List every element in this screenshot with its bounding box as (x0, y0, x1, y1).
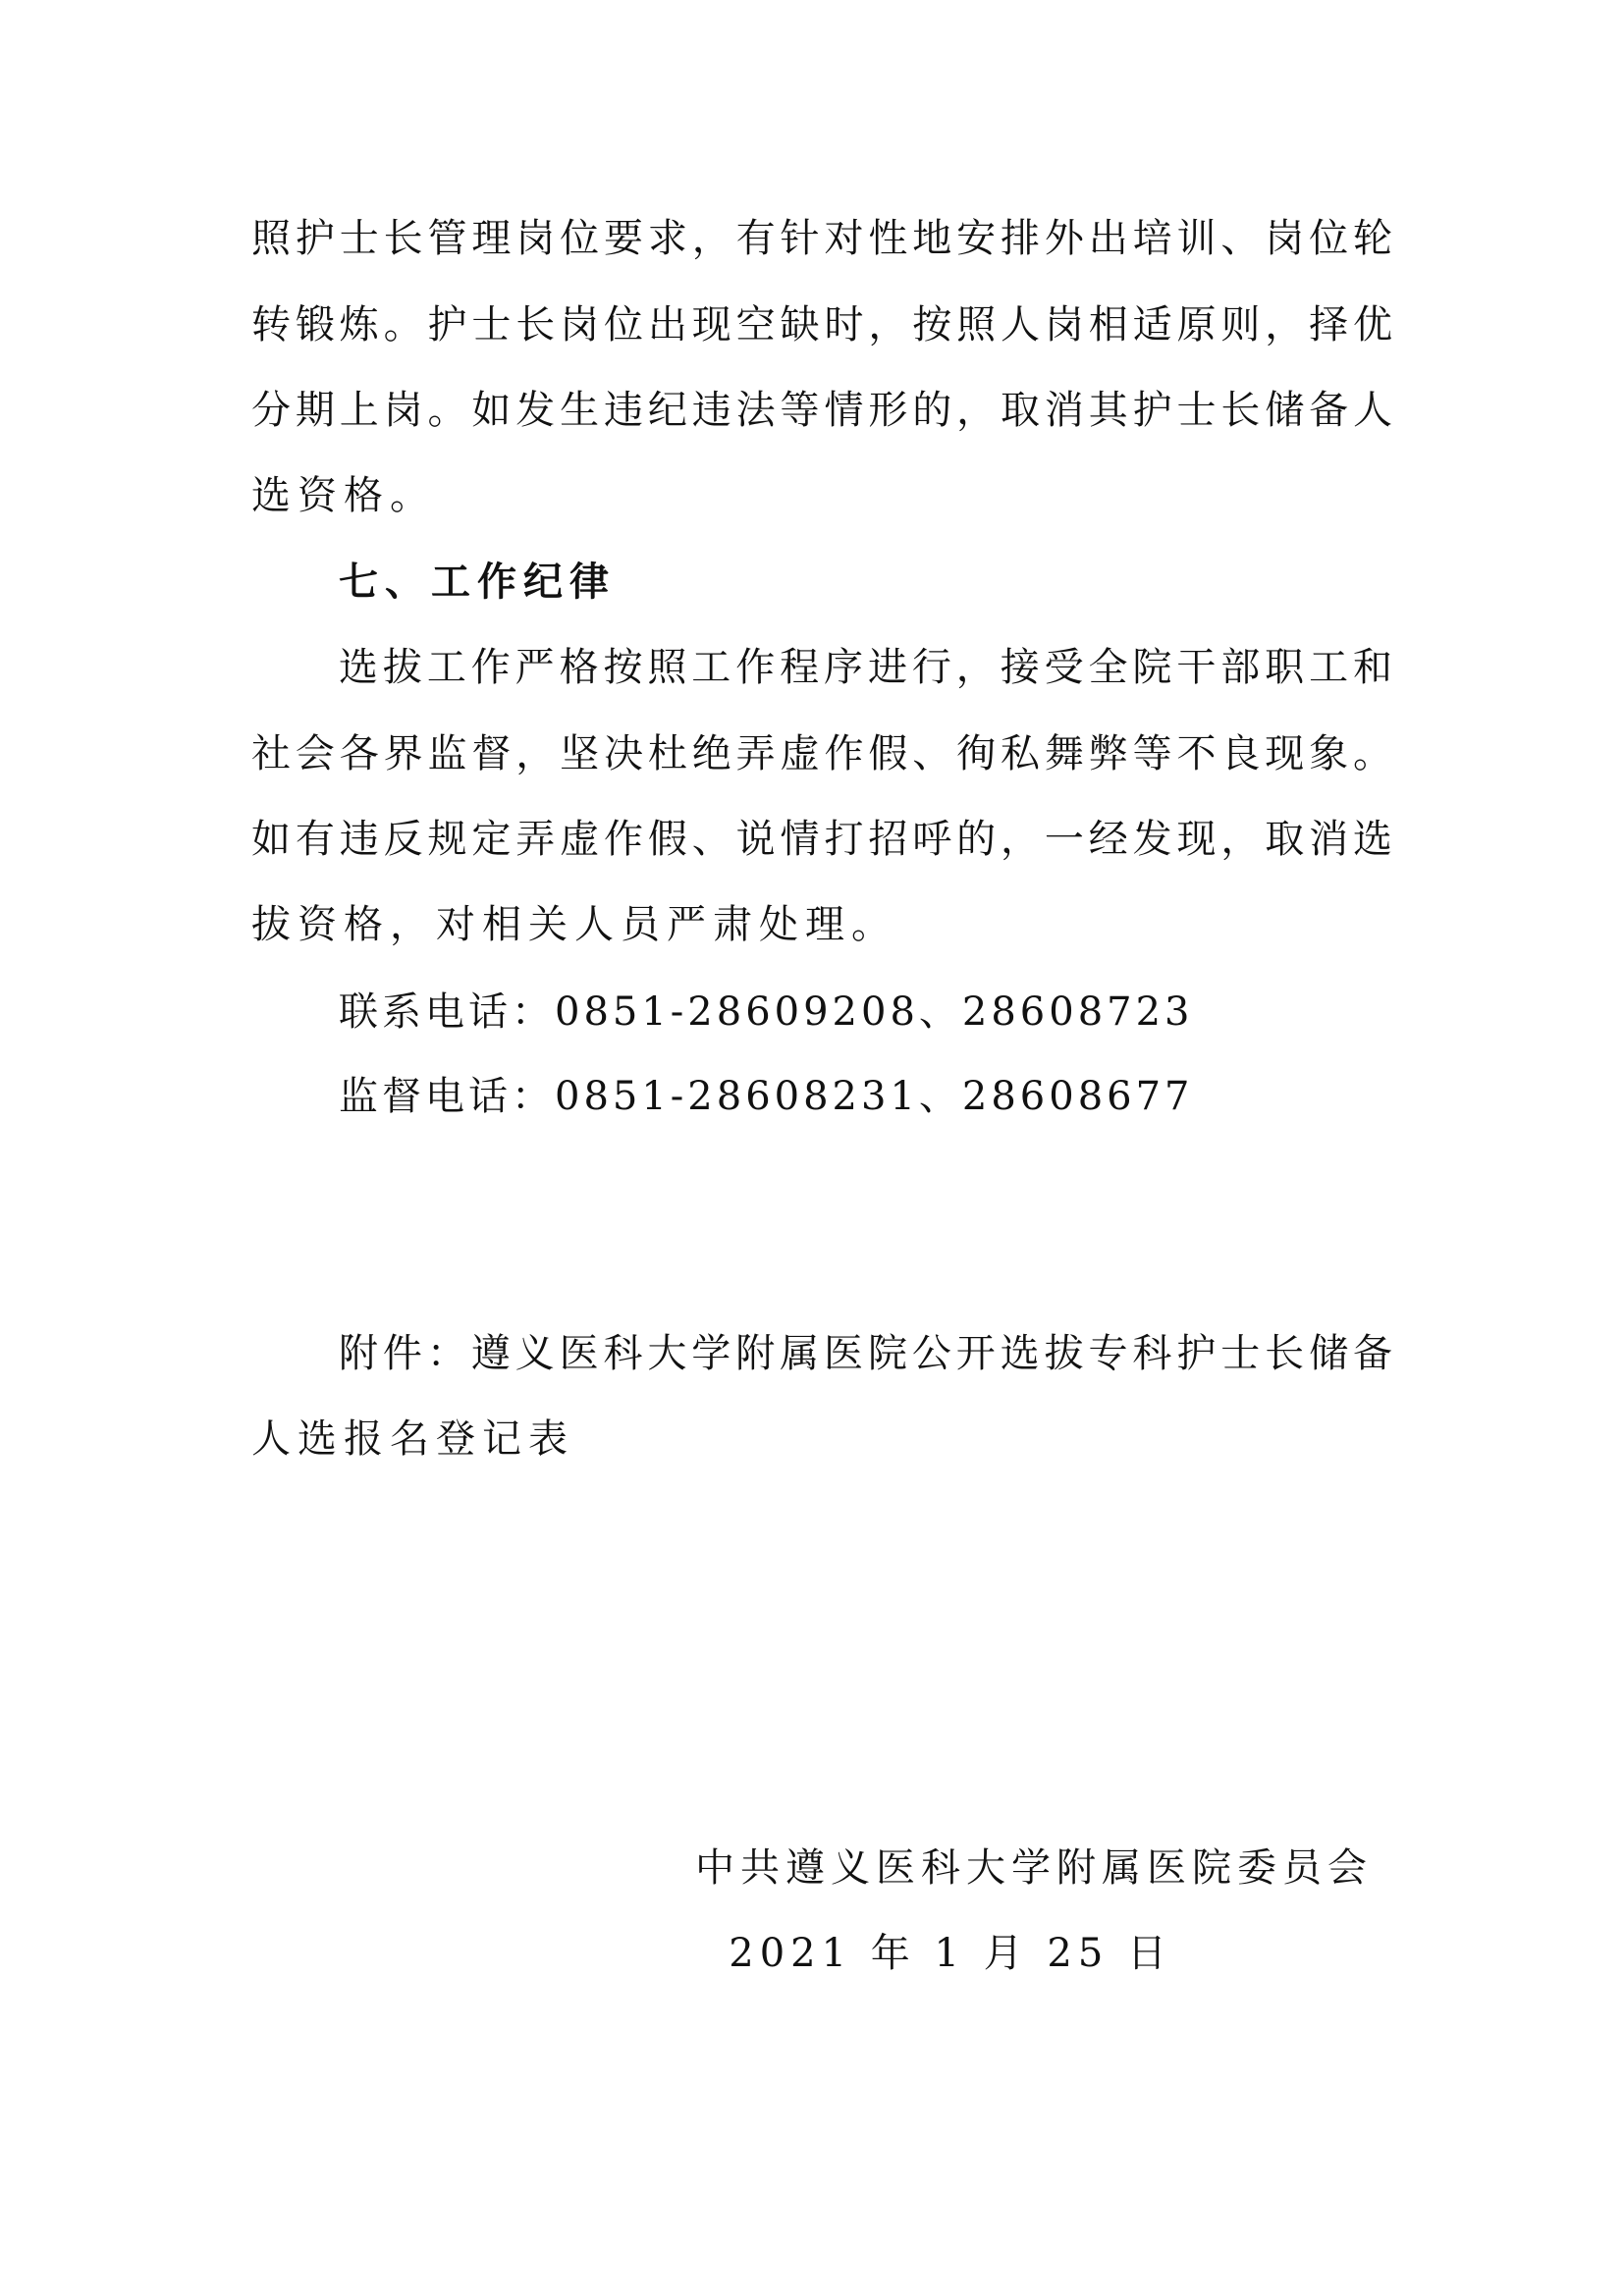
signature-date: 2021 年 1 月 25 日 (729, 1931, 1172, 1976)
signature-organization: 中共遵义医科大学附属医院委员会 (695, 1845, 1373, 1891)
paragraph-text: 社会各界监督，坚决杜绝弄虚作假、徇私舞弊等不良现象。 (251, 731, 1392, 776)
section-heading: 七、工作纪律 (339, 560, 616, 605)
attachment-text: 人选报名登记表 (251, 1416, 574, 1462)
paragraph-text: 如有违反规定弄虚作假、说情打招呼的，一经发现，取消选 (251, 817, 1392, 862)
paragraph-text: 选资格。 (251, 473, 436, 518)
paragraph-text: 选拔工作严格按照工作程序进行，接受全院干部职工和 (339, 645, 1392, 690)
supervision-phone: 监督电话：0851-28608231、28608677 (339, 1074, 1194, 1119)
paragraph-text: 转锻炼。护士长岗位出现空缺时，按照人岗相适原则，择优 (251, 302, 1392, 347)
contact-phone: 联系电话：0851-28609208、28608723 (339, 989, 1194, 1035)
paragraph-text: 拔资格，对相关人员严肃处理。 (251, 902, 897, 947)
attachment-text: 附件：遵义医科大学附属医院公开选拔专科护士长储备 (339, 1331, 1392, 1376)
paragraph-text: 分期上岗。如发生违纪违法等情形的，取消其护士长储备人 (251, 388, 1392, 433)
paragraph-text: 照护士长管理岗位要求，有针对性地安排外出培训、岗位轮 (251, 216, 1392, 261)
